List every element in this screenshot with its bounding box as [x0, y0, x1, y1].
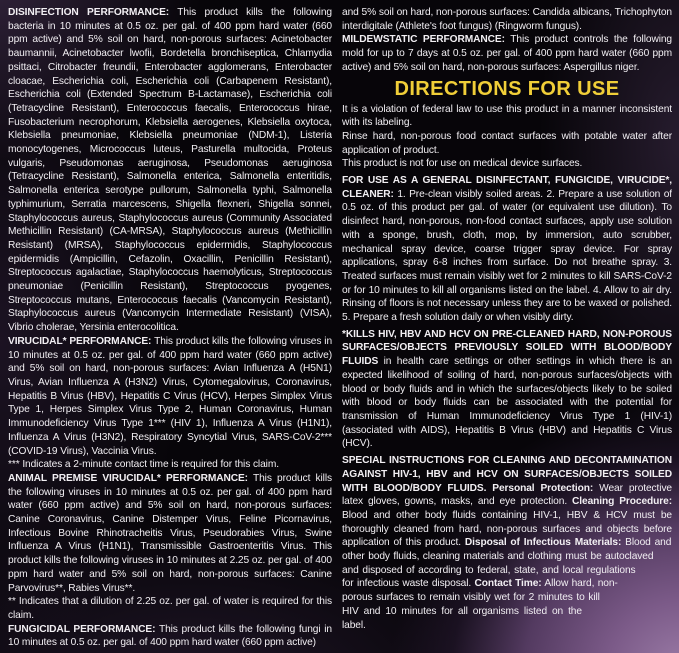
dilution-footnote: ** Indicates that a dilution of 2.25 oz. per gal. of water is required for this claim.	[8, 596, 332, 621]
personal-protection-body: Wear protective latex gloves, gowns, masks, and eye protection.	[342, 482, 672, 508]
virucidal-performance-paragraph	[8, 335, 332, 458]
left-column	[8, 6, 332, 653]
kills-hiv-hbv-hcv-heading: *KILLS HIV, HBV AND HCV ON PRE-CLEANED HARD, NON-POROUS SURFACES/OBJECTS PREVIOUSLY SOILED WITH BLOOD/BODY FLUIDS	[342, 328, 672, 368]
right-column	[342, 6, 672, 653]
disinfection-performance-heading: DISINFECTION PERFORMANCE:	[8, 7, 170, 18]
disposal-infectious-materials-heading: Disposal of Infectious Materials:	[464, 537, 622, 549]
contact-time-body: Allow hard, non-porous surfaces to remain visibly wet for 2 minutes to kill HIV and 10 minutes for all organisms listed on the label.	[342, 578, 618, 631]
disposal-infectious-materials-body: Blood and other body fluids, cleaning materials and clothing must be autoclaved and disposed of according to federal, state, and local regulations for infectious waste disposal.	[342, 537, 672, 590]
directions-for-use-title: DIRECTIONS FOR USE	[394, 77, 620, 100]
medical-device-text: This product is not for use on medical device surfaces.	[342, 158, 583, 170]
cleaning-procedure-heading: Cleaning Procedure:	[572, 496, 672, 508]
fungicidal-performance-heading: FUNGICIDAL PERFORMANCE:	[8, 623, 156, 635]
contact-time-heading: Contact Time:	[474, 578, 542, 590]
fungicidal-continued-paragraph: and 5% soil on hard, non-porous surfaces: Candida albicans, Trichophyton interdigitale (Athlete's foot fungus) (Ringworm fungus).	[342, 7, 672, 32]
rinse-instructions-text: Rinse hard, non-porous food contact surfaces with potable water after application of product.	[342, 130, 672, 156]
disinfection-performance-paragraph	[8, 6, 332, 335]
virucidal-performance-body: This product kills the following viruses in 10 minutes at 0.5 oz. per gal. of 400 ppm hard water (660 ppm active) and 5% soil on hard, non-porous surfaces: Avian Influenza A (H5N1) Virus, Avian Influenza A (H3N2) Virus, Cytomegalovirus, Coronavirus, Hepatitis B Virus (HBV), Hepatitis C Virus (HCV), Herpes Simplex Virus Type 1, Herpes Simplex Virus Type 2, Human Coronavirus, Human Immunodeficiency Virus Type 1*** (HIV 1), Influenza A Virus (H1N1), Influenza A Virus (H3N2), Respiratory Syncytial Virus, SARS-CoV-2*** (COVID-19 Virus), Vaccinia Virus.	[8, 335, 332, 457]
animal-premise-virucidal-body: This product kills the following viruses in 10 minutes at 0.5 oz. per gal. of 400 ppm hard water (660 ppm active) and 5% soil on hard, non-porous surfaces: Canine Coronavirus, Canine Distemper Virus, Feline Picornavirus, Infectious Bovine Rhinotracheitis Virus, Pseudorabies Virus, Swine Influenza A Virus (H1N1), Transmissible Gastroenteritis Virus. This product kills the following viruses in 10 minutes at 2.25 oz. per gal. of 400 ppm hard water and 5% soil on hard, non-porous surfaces: Canine Parvovirus**, Rabies Virus**.	[8, 472, 332, 594]
federal-law-violation-text: It is a violation of federal law to use this product in a manner inconsistent with its labeling.	[342, 103, 672, 129]
general-use-heading: FOR USE AS A GENERAL DISINFECTANT, FUNGICIDE, VIRUCIDE*, CLEANER:	[342, 175, 672, 200]
general-use-paragraph	[342, 174, 672, 325]
mildewstatic-performance-paragraph	[342, 33, 672, 74]
kills-hiv-hbv-hcv-paragraph	[342, 328, 672, 451]
animal-premise-virucidal-heading: ANIMAL PREMISE VIRUCIDAL* PERFORMANCE:	[8, 472, 248, 484]
virucidal-performance-heading: VIRUCIDAL* PERFORMANCE:	[8, 335, 152, 347]
contact-time-footnote: *** Indicates a 2-minute contact time is required for this claim.	[8, 459, 279, 471]
mildewstatic-performance-heading: MILDEWSTATIC PERFORMANCE:	[342, 34, 505, 46]
disinfection-performance-body: This product kills the following bacteria in 10 minutes at 0.5 oz. per gal. of 400 ppm hard water (660 ppm active) and 5% soil on hard, non-porous surfaces: Acinetobacter baumannii, Acinetobacter lwofii, Bordetella bronchiseptica, Chlamydia psittaci, Citrobacter freundii, Enterobacter agglomerans, Enterobacter cloacae, Escherichia coli, Escherichia coli (Carbapenem Resistant), Escherichia coli (Extended Spectrum B-Lactamase), Escherichia coli (Tetracycline Resistant), Enterococcus faecalis, Enterococcus hirae, Fusobacterium necrophorum, Klebsiella aerogenes, Klebsiella oxytoca, Klebsiella pneumoniae, Klebsiella pneumoniae (NDM-1), Listeria monocytogenes, Micrococcus luteus, Pasturella multocida, Proteus vulgaris, Pseudomonas aeruginosa, Pseudomonas aeruginosa (Tetracycline Resistant), Salmonella enterica, Salmonella enteritidis, Salmonella enterica serotype pullorum, Salmonella typhi, Salmonella typhimurium, Serratia marcescens, Shigella flexneri, Shigella sonnei, Staphylococcus aureus, Staphylococcus aureus (Community Associated Methicillin Resistant) (CA-MRSA), Staphylococcus aureus (Methicillin Resistant) (MRSA), Staphylococcus epidermidis, Staphylococcus epidermidis (Ampicillin, Cefazolin, Oxacillin, Penicillin Resistant), Streptococcus agalactiae, Staphylococcus haemolyticus, Streptococcus pneumoniae (Penicillin Resistant), Streptococcus pyogenes, Streptococcus mutans, Enterococcus faecalis (Vancomycin Resistant), Staphylococcus aureus (Vancomycin Intermediate Resistant) (VISA), Vibrio cholerae, Yersinia enterocolitica.	[8, 7, 332, 334]
animal-premise-virucidal-paragraph	[8, 472, 332, 595]
fungicidal-performance-body: This product kills the following fungi in 10 minutes at 0.5 oz. per gal. of 400 ppm hard water (660 ppm active)	[8, 623, 332, 649]
fungicidal-performance-paragraph	[8, 623, 332, 650]
general-use-body: 1. Pre-clean visibly soiled areas. 2. Prepare a use solution of 0.5 oz. of this product per gal. of water (or equivalent use dilution). To disinfect hard, non-porous, non-food contact surfaces, apply use solution with a sponge, brush, cloth, mop, by immersion, auto scrubber, mechanical spray device, coarse trigger spray device. For spray applications, spray 6-8 inches from surface. Do not breathe spray. 3. Treated surfaces must remain visibly wet for 2 minutes to kill SARS-CoV-2 or for 10 minutes to kill all organisms listed on the label. 4. Allow to air dry. Rinsing of floors is not necessary unless they are to be waxed or polished. 5. Prepare a fresh solution daily or when visibly dirty.	[342, 188, 672, 324]
cleaning-procedure-body: Blood and other body fluids containing HIV-1, HBV & HCV must be thoroughly cleaned from hard, non-porous surfaces and objects before application of this product.	[342, 509, 672, 549]
special-instructions-heading: SPECIAL INSTRUCTIONS FOR CLEANING AND DECONTAMINATION AGAINST HIV-1, HBV and HCV ON SURFACES/OBJECTS SOILED WITH BLOOD/BODY FLUIDS. Personal Protection:	[342, 455, 672, 494]
mildewstatic-performance-body: This product controls the following mold for up to 7 days at 0.5 oz. per gal. of 400 ppm hard water (660 ppm active) and 5% soil on hard, non-porous surfaces: Aspergillus niger.	[342, 34, 672, 73]
kills-hiv-hbv-hcv-body: in health care settings or other settings in which there is an expected likelihood of soiling of hard, non-porous surfaces/objects with blood or body fluids and in which the surfaces/objects likely to be soiled with blood or body fluids can be associated with the potential for transmission of Human Immunodeficiency Virus Type 1 (HIV-1) (associated with AIDS), Hepatitis B Virus (HBV) and Hepatitis C Virus (HCV).	[342, 356, 672, 450]
